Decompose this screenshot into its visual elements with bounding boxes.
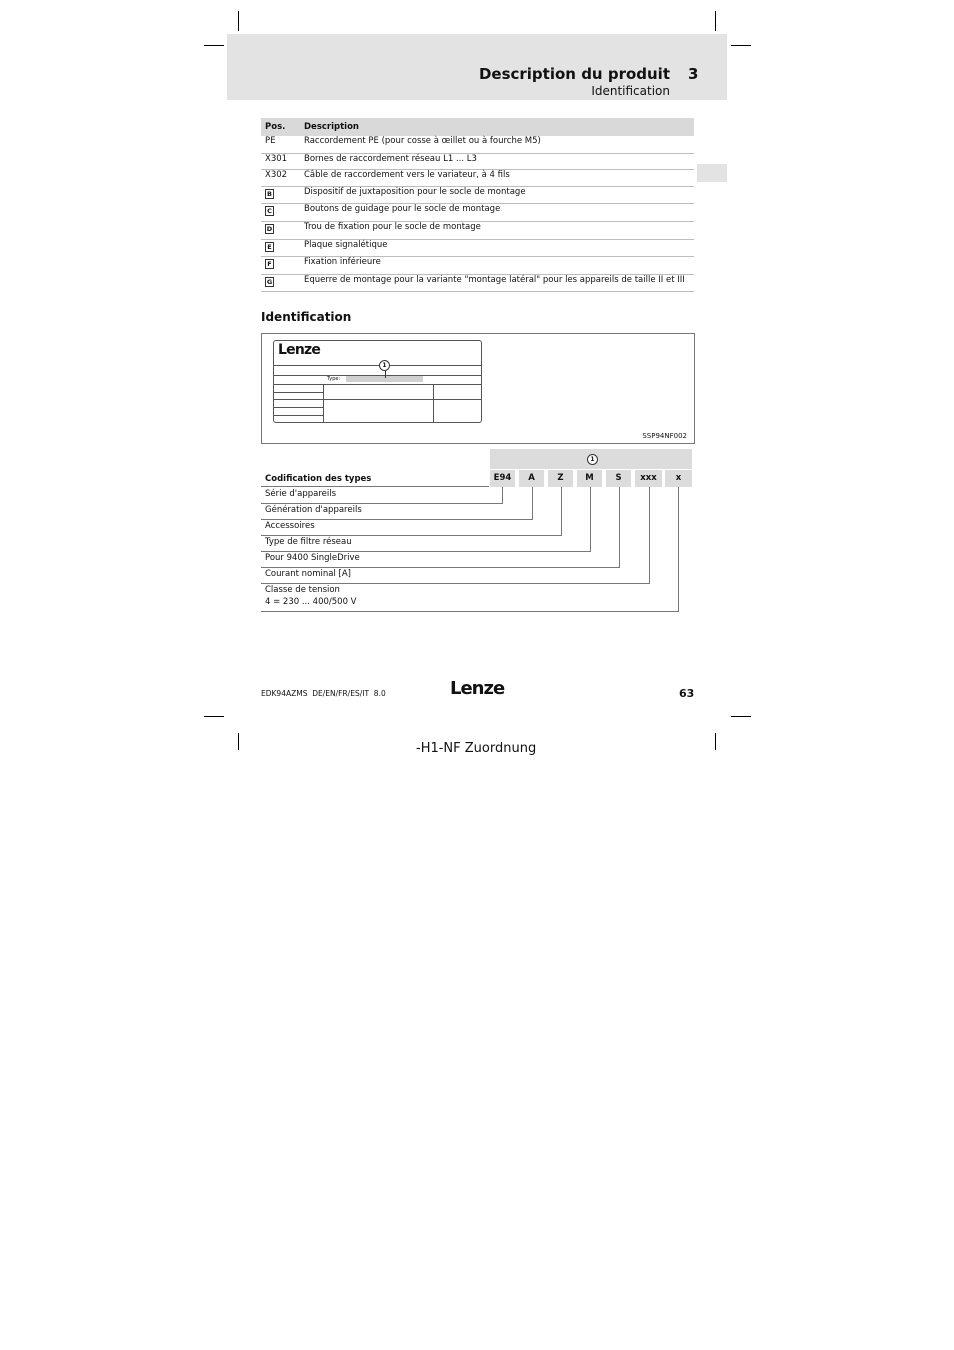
type-code-row-label: Pour 9400 SingleDrive — [265, 553, 360, 563]
type-code-heading: Codification des types — [265, 474, 372, 484]
crop-mark — [238, 733, 239, 750]
desc-cell: Plaque signalétique — [300, 239, 694, 256]
crop-mark — [204, 45, 224, 46]
col-header-pos: Pos. — [261, 118, 300, 136]
type-code-row-extra: 4 = 230 ... 400/500 V — [265, 597, 357, 607]
type-code-row-label: Génération d'appareils — [265, 505, 362, 515]
table-row — [261, 256, 694, 274]
table-row — [261, 274, 694, 291]
chapter-subtitle: Identification — [591, 84, 670, 98]
desc-cell: Boutons de guidage pour le socle de montage — [300, 203, 694, 221]
table-row — [261, 136, 694, 153]
section-heading: Identification — [261, 310, 352, 324]
type-code-row-label: Accessoires — [265, 521, 315, 531]
desc-cell: Raccordement PE (pour cosse à œillet ou à fourche M5) — [300, 136, 694, 153]
position-letter-box: G — [266, 277, 273, 286]
table-row — [261, 169, 694, 186]
table-row — [261, 221, 694, 239]
page-number: 63 — [679, 687, 695, 700]
table-row — [261, 186, 694, 203]
crop-mark — [715, 11, 716, 31]
type-code-cell: A — [519, 470, 544, 487]
caption: -H1-NF Zuordnung — [416, 741, 537, 756]
type-label: Type: — [327, 376, 341, 382]
table-header-row — [261, 118, 694, 136]
type-code-cell: E94 — [490, 470, 515, 487]
desc-cell: Dispositif de juxtaposition pour le socle de montage — [300, 186, 694, 203]
chapter-title: Description du produit — [478, 65, 670, 83]
type-code-cell: x — [665, 470, 692, 487]
type-code-cell: S — [606, 470, 631, 487]
position-letter-box: F — [265, 259, 274, 269]
nameplate — [273, 340, 482, 423]
chapter-number: 3 — [688, 65, 699, 83]
type-code-row-label: Classe de tension — [265, 585, 340, 595]
document-code: EDK94AZMS DE/EN/FR/ES/IT 8.0 — [261, 689, 386, 698]
figure-id: SSP94NF002 — [642, 432, 687, 440]
table-row — [261, 153, 694, 169]
desc-cell: Equerre de montage pour la variante "montage latéral" pour les appareils de taille II et III — [300, 274, 694, 291]
lenze-logo: Lenze — [450, 678, 505, 699]
position-table — [261, 118, 694, 292]
crop-mark — [731, 45, 751, 46]
lenze-logo: Lenze — [278, 342, 321, 358]
desc-cell: Câble de raccordement vers le variateur, à 4 fils — [300, 169, 694, 186]
crop-mark — [238, 11, 239, 31]
pos-cell: X302 — [261, 169, 300, 186]
desc-cell: Fixation inférieure — [300, 256, 694, 274]
type-code-row-label: Courant nominal [A] — [265, 569, 351, 579]
position-letter-box: C — [265, 206, 274, 216]
type-code-cell: Z — [548, 470, 573, 487]
position-letter-box: D — [266, 224, 273, 233]
marker-1-icon: 1 — [587, 454, 598, 465]
type-code-row-label: Type de filtre réseau — [265, 537, 352, 547]
col-header-description: Description — [300, 118, 694, 136]
type-code-row-label: Série d'appareils — [265, 489, 337, 499]
type-code-cell: xxx — [635, 470, 662, 487]
pos-cell: X301 — [261, 153, 300, 169]
desc-cell: Bornes de raccordement réseau L1 ... L3 — [300, 153, 694, 169]
crop-mark — [204, 716, 224, 717]
table-row — [261, 203, 694, 221]
type-code-cell: M — [577, 470, 602, 487]
side-tab — [697, 164, 727, 182]
crop-mark — [731, 716, 751, 717]
desc-cell: Trou de fixation pour le socle de montage — [300, 221, 694, 239]
pos-cell: PE — [261, 136, 300, 153]
marker-1-icon: 1 — [379, 360, 390, 371]
nameplate-figure — [261, 333, 695, 444]
crop-mark — [715, 733, 716, 750]
table-row — [261, 239, 694, 256]
position-letter-box: E — [265, 242, 274, 252]
position-letter-box: B — [265, 189, 274, 199]
